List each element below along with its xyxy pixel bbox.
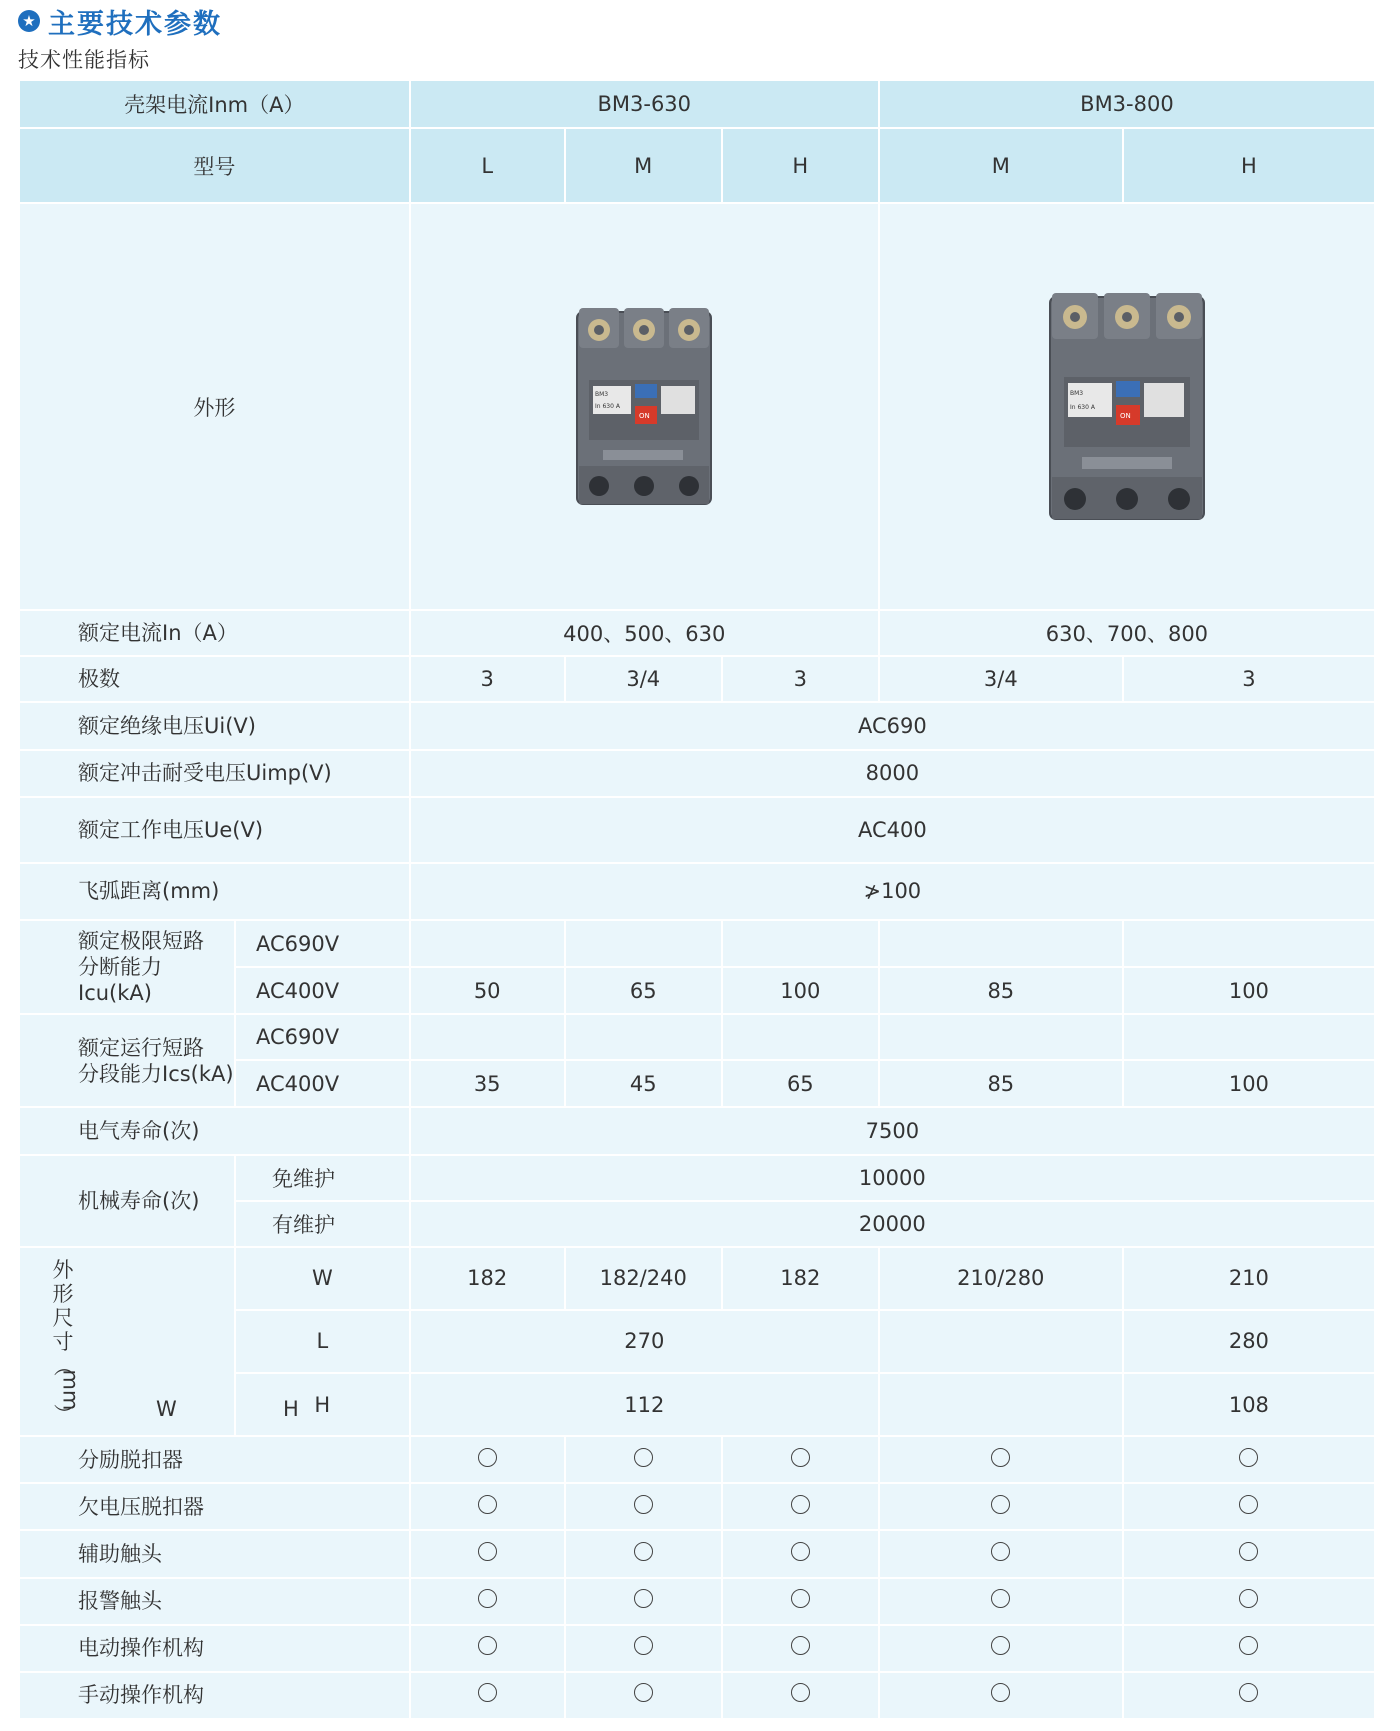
- icu-ac690-value: [410, 920, 565, 967]
- frame-current-label: 壳架电流Inm（A）: [19, 80, 410, 128]
- dimension-l-630: 270: [410, 1310, 879, 1373]
- appearance-row: [19, 203, 1375, 610]
- icu-label-line1: 额定极限短路: [78, 928, 204, 953]
- available-circle-icon: [991, 1448, 1010, 1467]
- poles-value: 3: [410, 656, 565, 702]
- model-bm3-800: BM3-800: [879, 80, 1375, 128]
- icu-ac690-value: [722, 920, 879, 967]
- rated-current-630: 400、500、630: [410, 610, 879, 656]
- dimensions-vertical-label: [50, 1257, 83, 1426]
- ics-ac690-label: AC690V: [235, 1014, 410, 1060]
- breaker-brand-text: BM3: [1069, 389, 1084, 397]
- page-title: 主要技术参数: [48, 8, 222, 40]
- ics-ac690-row: [19, 1014, 1375, 1060]
- with-maintenance-value: 20000: [410, 1201, 1375, 1247]
- dimension-h-label: H: [235, 1373, 410, 1436]
- breaker-rating-text: In 630 A: [1069, 403, 1095, 411]
- title-row: [18, 2, 1378, 40]
- ics-label-line2: 分段能力Ics(kA): [78, 1061, 234, 1086]
- accessory-label: 电动操作机构: [19, 1625, 410, 1672]
- bm3-630-breaker-image: [569, 302, 719, 512]
- available-circle-icon: [1239, 1589, 1258, 1608]
- dimension-h-marker: H: [283, 1397, 299, 1422]
- dimension-h-800: 108: [1123, 1373, 1375, 1436]
- accessory-row: [19, 1530, 1375, 1577]
- breaker-brand-text: BM3: [595, 390, 609, 398]
- dim-label-char: 外: [52, 1257, 74, 1282]
- mechanical-life-label: 机械寿命(次): [19, 1155, 235, 1247]
- ics-ac690-value: [722, 1014, 879, 1060]
- ics-ac690-value: [1123, 1014, 1375, 1060]
- model-bm3-630: BM3-630: [410, 80, 879, 128]
- ics-ac400-value: 100: [1123, 1060, 1375, 1107]
- accessory-label: 辅助触头: [19, 1530, 410, 1577]
- dimension-w-marker: W: [156, 1397, 177, 1422]
- breaker-rating-text: In 630 A: [595, 402, 621, 410]
- dimension-w-value: 210/280: [879, 1247, 1123, 1310]
- type-cell: H: [722, 128, 879, 203]
- maintenance-free-value: 10000: [410, 1155, 1375, 1201]
- available-circle-icon: [1239, 1683, 1258, 1702]
- electrical-life-row: [19, 1107, 1375, 1154]
- bm3-800-image-cell: [879, 203, 1375, 610]
- star-bullet-icon: ★: [18, 10, 40, 32]
- icu-ac400-value: 50: [410, 967, 565, 1014]
- type-cell: L: [410, 128, 565, 203]
- available-circle-icon: [478, 1448, 497, 1467]
- dimension-h-empty: [879, 1373, 1123, 1436]
- available-circle-icon: [1239, 1448, 1258, 1467]
- available-circle-icon: [791, 1589, 810, 1608]
- available-circle-icon: [791, 1636, 810, 1655]
- icu-ac400-value: 100: [1123, 967, 1375, 1014]
- frame-current-row: [19, 80, 1375, 128]
- accessory-row: [19, 1483, 1375, 1530]
- dim-label-char: 寸: [52, 1329, 74, 1354]
- available-circle-icon: [634, 1495, 653, 1514]
- available-circle-icon: [791, 1683, 810, 1702]
- icu-ac400-value: 85: [879, 967, 1123, 1014]
- available-circle-icon: [991, 1683, 1010, 1702]
- page-subtitle: 技术性能指标: [18, 48, 150, 72]
- dim-label-char: mm: [58, 1369, 83, 1411]
- available-circle-icon: [991, 1589, 1010, 1608]
- type-cell: H: [1123, 128, 1375, 203]
- accessory-row: [19, 1625, 1375, 1672]
- ics-ac400-value: 65: [722, 1060, 879, 1107]
- dim-label-char: （: [51, 1355, 75, 1377]
- breaker-on-text: ON: [639, 411, 651, 420]
- available-circle-icon: [991, 1495, 1010, 1514]
- dimension-l-800: 280: [1123, 1310, 1375, 1373]
- icu-ac690-value: [879, 920, 1123, 967]
- poles-value: 3: [1123, 656, 1375, 702]
- rated-current-label: 额定电流In（A）: [19, 610, 410, 656]
- icu-ac400-value: 65: [565, 967, 722, 1014]
- ics-ac400-label: AC400V: [235, 1060, 410, 1107]
- available-circle-icon: [1239, 1495, 1258, 1514]
- page-header: [18, 2, 1378, 72]
- icu-ac400-value: 100: [722, 967, 879, 1014]
- bm3-800-breaker-image: [1042, 287, 1212, 527]
- insulation-voltage-row: [19, 702, 1375, 749]
- icu-label: [19, 920, 235, 1014]
- ics-ac400-value: 35: [410, 1060, 565, 1107]
- rated-current-row: [19, 610, 1375, 656]
- dimension-w-value: 182: [722, 1247, 879, 1310]
- bm3-630-image-cell: [410, 203, 879, 610]
- impulse-voltage-label: 额定冲击耐受电压Uimp(V): [19, 750, 410, 797]
- dim-label-char: 尺: [52, 1305, 74, 1330]
- working-voltage-value: AC400: [410, 797, 1375, 863]
- dimension-w-row: [19, 1247, 1375, 1310]
- type-label: 型号: [19, 128, 410, 203]
- electrical-life-label: 电气寿命(次): [19, 1107, 410, 1154]
- available-circle-icon: [991, 1636, 1010, 1655]
- dimension-w-value: 182: [410, 1247, 565, 1310]
- available-circle-icon: [1239, 1542, 1258, 1561]
- accessory-row: [19, 1436, 1375, 1483]
- available-circle-icon: [478, 1542, 497, 1561]
- type-cell: M: [879, 128, 1123, 203]
- dimension-w-value: 182/240: [565, 1247, 722, 1310]
- ics-ac690-value: [565, 1014, 722, 1060]
- available-circle-icon: [634, 1683, 653, 1702]
- icu-ac690-row: [19, 920, 1375, 967]
- available-circle-icon: [634, 1542, 653, 1561]
- arc-distance-row: [19, 863, 1375, 920]
- ics-label: [19, 1014, 235, 1107]
- poles-value: 3/4: [879, 656, 1123, 702]
- icu-ac690-value: [565, 920, 722, 967]
- poles-value: 3/4: [565, 656, 722, 702]
- breaker-on-text: ON: [1119, 411, 1131, 420]
- available-circle-icon: [478, 1589, 497, 1608]
- dimension-w-label: W: [235, 1247, 410, 1310]
- accessory-label: 报警触头: [19, 1578, 410, 1625]
- available-circle-icon: [634, 1636, 653, 1655]
- icu-ac400-label: AC400V: [235, 967, 410, 1014]
- mechanical-life-row: [19, 1155, 1375, 1201]
- dim-label-char: 形: [52, 1281, 74, 1306]
- type-row: [19, 128, 1375, 203]
- dimension-w-value: 210: [1123, 1247, 1375, 1310]
- accessory-row: [19, 1672, 1375, 1719]
- type-cell: M: [565, 128, 722, 203]
- insulation-voltage-value: AC690: [410, 702, 1375, 749]
- available-circle-icon: [791, 1448, 810, 1467]
- available-circle-icon: [991, 1542, 1010, 1561]
- rated-current-800: 630、700、800: [879, 610, 1375, 656]
- arc-distance-value: ≯100: [410, 863, 1375, 920]
- appearance-label: 外形: [19, 203, 410, 610]
- available-circle-icon: [478, 1636, 497, 1655]
- impulse-voltage-row: [19, 750, 1375, 797]
- insulation-voltage-label: 额定绝缘电压Ui(V): [19, 702, 410, 749]
- dim-label-char: ）: [51, 1403, 75, 1425]
- dimension-h-630: 112: [410, 1373, 879, 1436]
- poles-value: 3: [722, 656, 879, 702]
- available-circle-icon: [478, 1683, 497, 1702]
- ics-ac400-value: 45: [565, 1060, 722, 1107]
- ics-ac690-value: [410, 1014, 565, 1060]
- icu-label-line2: 分断能力Icu(kA): [78, 954, 162, 1006]
- accessory-label: 分励脱扣器: [19, 1436, 410, 1483]
- electrical-life-value: 7500: [410, 1107, 1375, 1154]
- ics-label-line1: 额定运行短路: [78, 1035, 204, 1060]
- accessory-row: [19, 1578, 1375, 1625]
- accessory-label: 欠电压脱扣器: [19, 1483, 410, 1530]
- maintenance-free-label: 免维护: [235, 1155, 410, 1201]
- poles-row: [19, 656, 1375, 702]
- available-circle-icon: [1239, 1636, 1258, 1655]
- dimension-l-empty: [879, 1310, 1123, 1373]
- accessory-label: 手动操作机构: [19, 1672, 410, 1719]
- icu-ac690-label: AC690V: [235, 920, 410, 967]
- spec-table: [18, 79, 1376, 1720]
- dimension-l-label: L: [235, 1310, 410, 1373]
- ics-ac400-value: 85: [879, 1060, 1123, 1107]
- available-circle-icon: [791, 1495, 810, 1514]
- dimensions-label-cell: [19, 1247, 299, 1436]
- available-circle-icon: [634, 1589, 653, 1608]
- available-circle-icon: [478, 1495, 497, 1514]
- available-circle-icon: [791, 1542, 810, 1561]
- with-maintenance-label: 有维护: [235, 1201, 410, 1247]
- available-circle-icon: [634, 1448, 653, 1467]
- working-voltage-row: [19, 797, 1375, 863]
- arc-distance-label: 飞弧距离(mm): [19, 863, 410, 920]
- poles-label: 极数: [19, 656, 410, 702]
- ics-ac690-value: [879, 1014, 1123, 1060]
- working-voltage-label: 额定工作电压Ue(V): [19, 797, 410, 863]
- impulse-voltage-value: 8000: [410, 750, 1375, 797]
- icu-ac690-value: [1123, 920, 1375, 967]
